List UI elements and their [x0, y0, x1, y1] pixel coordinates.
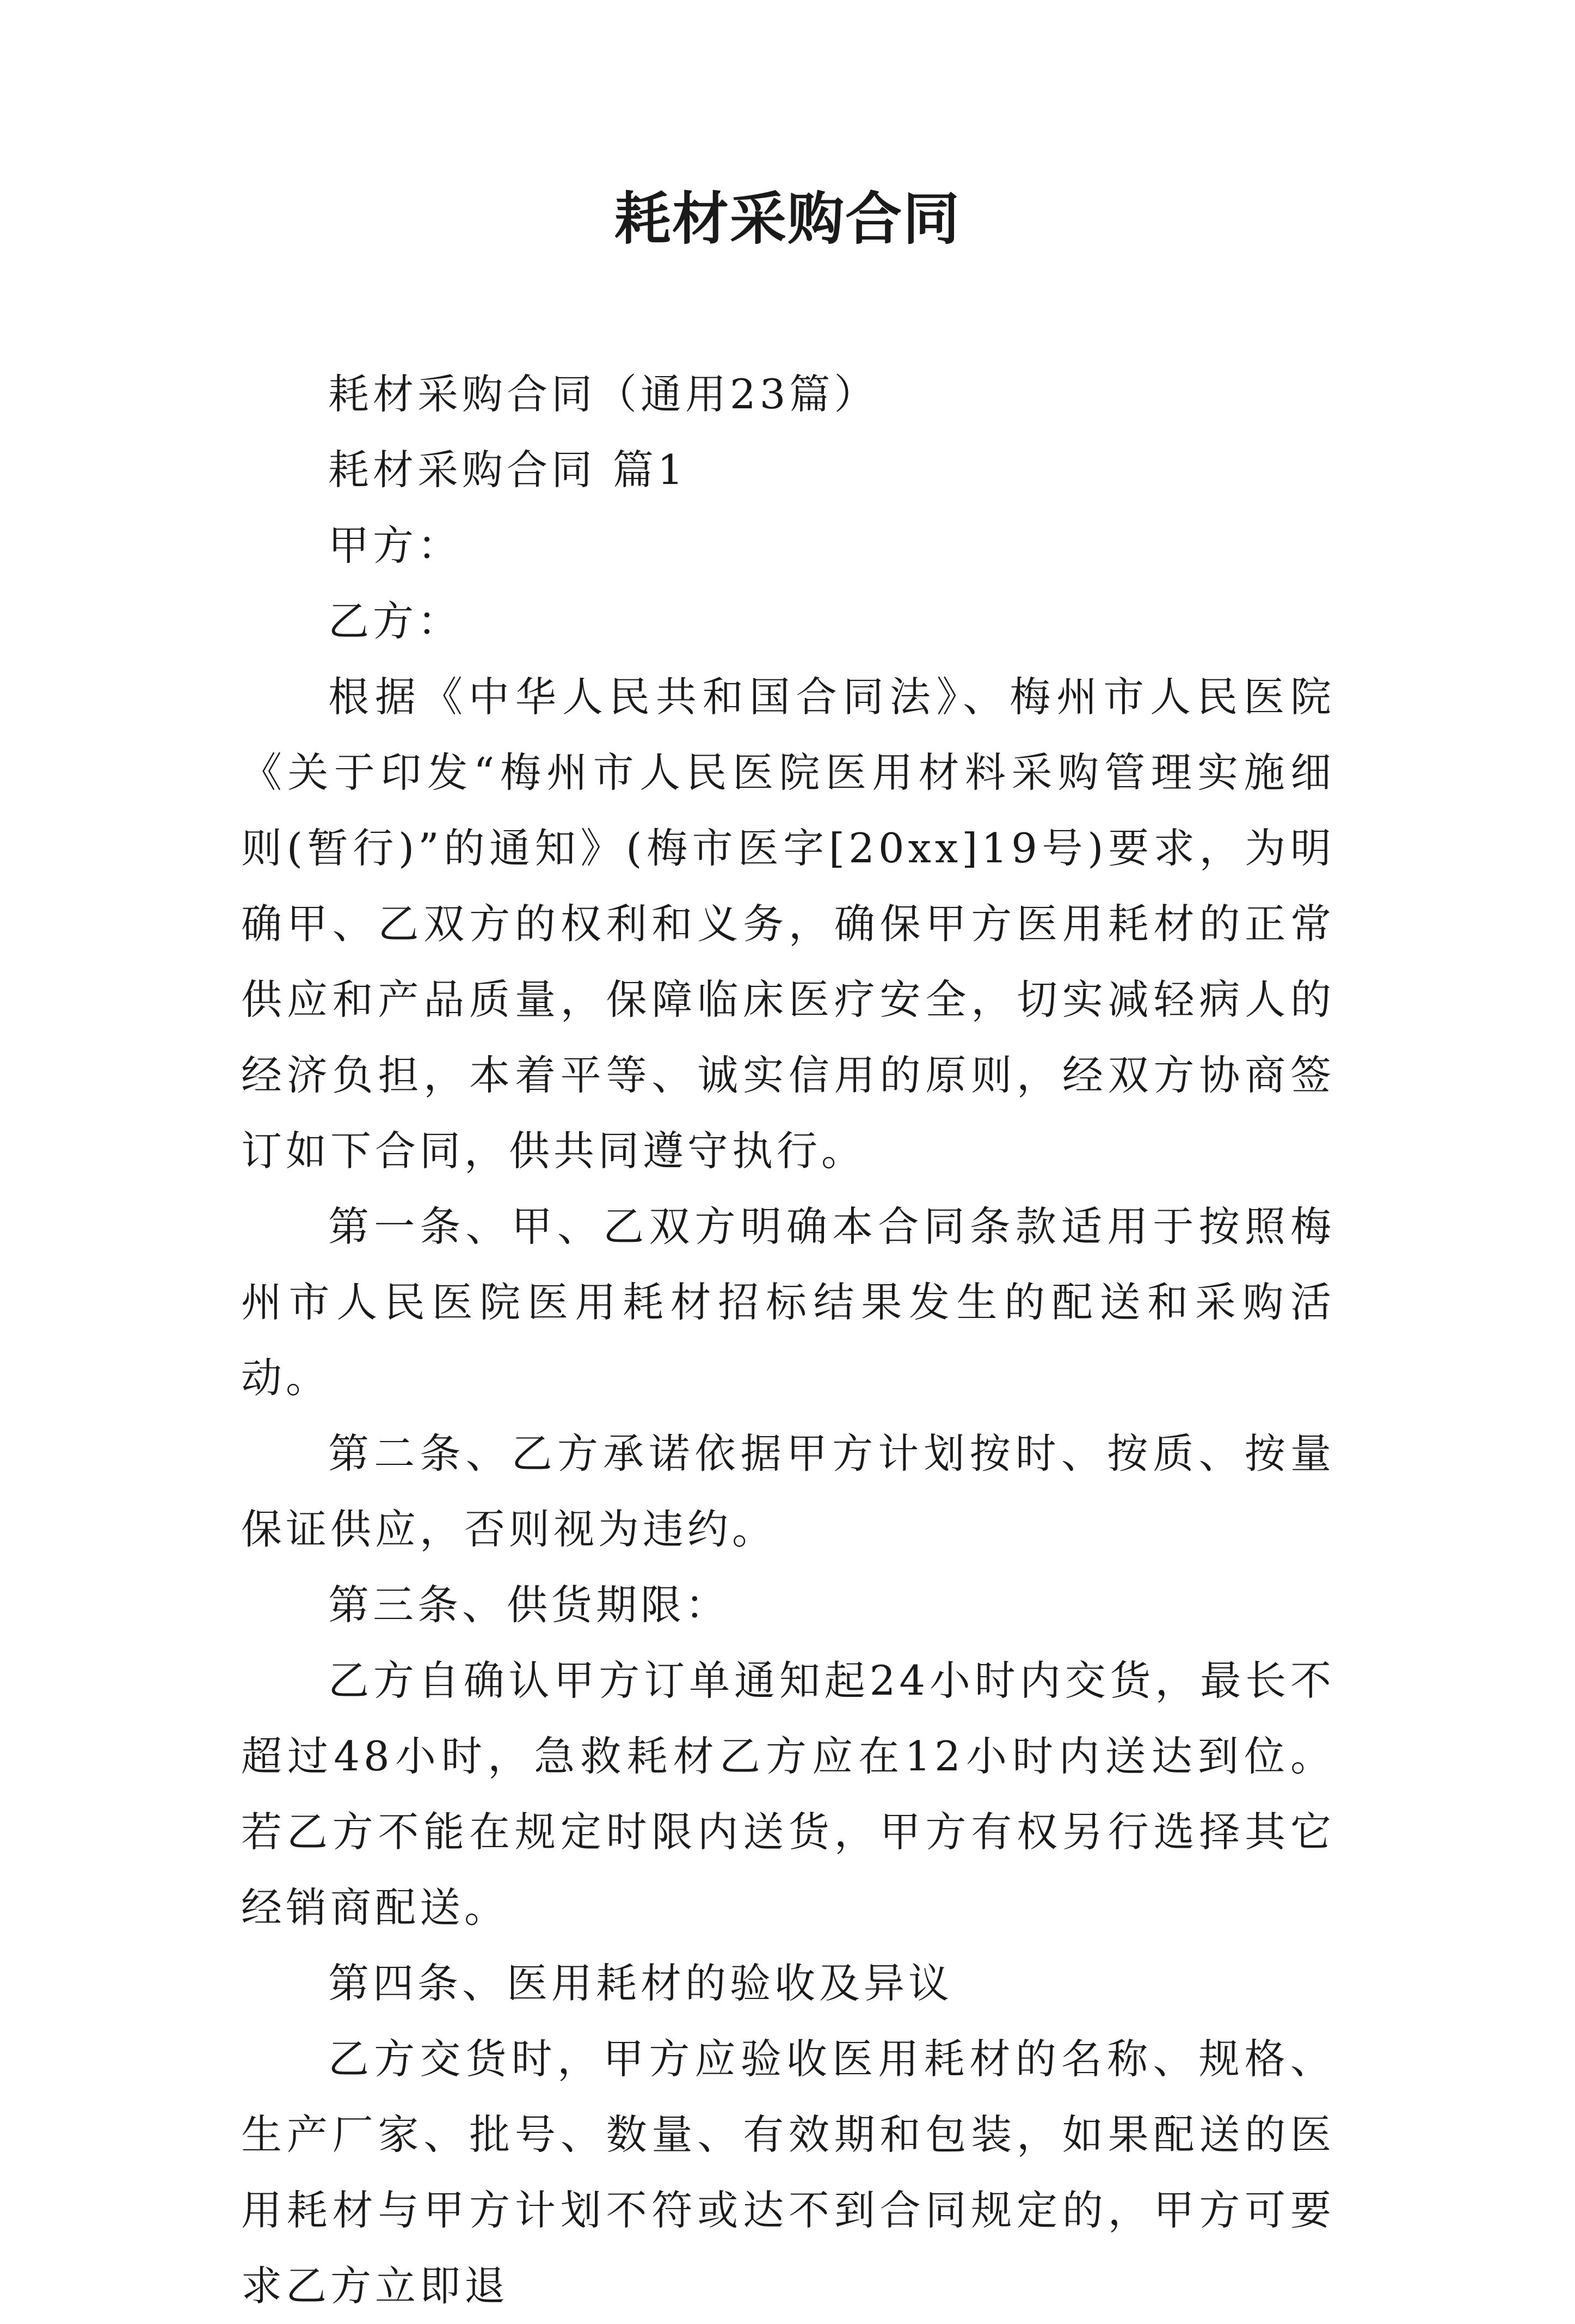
document-body — [241, 357, 1335, 2324]
article-2-paragraph: 第二条、乙方承诺依据甲方计划按时、按质、按量保证供应，否则视为违约。 — [241, 1430, 1335, 1553]
party-a-line: 甲方： — [328, 522, 463, 569]
article-3-heading: 第三条、供货期限： — [328, 1581, 730, 1629]
article-4-paragraph: 乙方交货时，甲方应验收医用耗材的名称、规格、生产厂家、批号、数量、有效期和包装，如果配送的医用耗材与甲方计划不符或达不到合同规定的，甲方可要求乙方立即退 — [241, 2035, 1335, 2310]
preamble-paragraph: 根据《中华人民共和国合同法》、梅州市人民医院《关于印发“梅州市人民医院医用材料采购管理实施细则(暂行)”的通知》(梅市医字[20xx]19号)要求，为明确甲、乙双方的权利和义务，确保甲方医用耗材的正常供应和产品质量，保障临床医疗安全，切实减轻病人的经济负担，本着平等、诚实信用的原则，经双方协商签订如下合同，供共同遵守执行。 — [241, 673, 1335, 1175]
article-4-heading: 第四条、医用耗材的验收及异议 — [328, 1959, 953, 2007]
subtitle-paragraph: 耗材采购合同（通用23篇） — [328, 370, 879, 418]
section-heading: 耗材采购合同 篇1 — [328, 446, 687, 494]
document-title: 耗材采购合同 — [614, 185, 961, 252]
party-b-line: 乙方： — [328, 597, 463, 645]
article-3-paragraph: 乙方自确认甲方订单通知起24小时内交货，最长不超过48小时，急救耗材乙方应在12小时内送达到位。若乙方不能在规定时限内送货，甲方有权另行选择其它经销商配送。 — [241, 1657, 1335, 1931]
article-1-paragraph: 第一条、甲、乙双方明确本合同条款适用于按照梅州市人民医院医用耗材招标结果发生的配送和采购活动。 — [241, 1203, 1335, 1402]
